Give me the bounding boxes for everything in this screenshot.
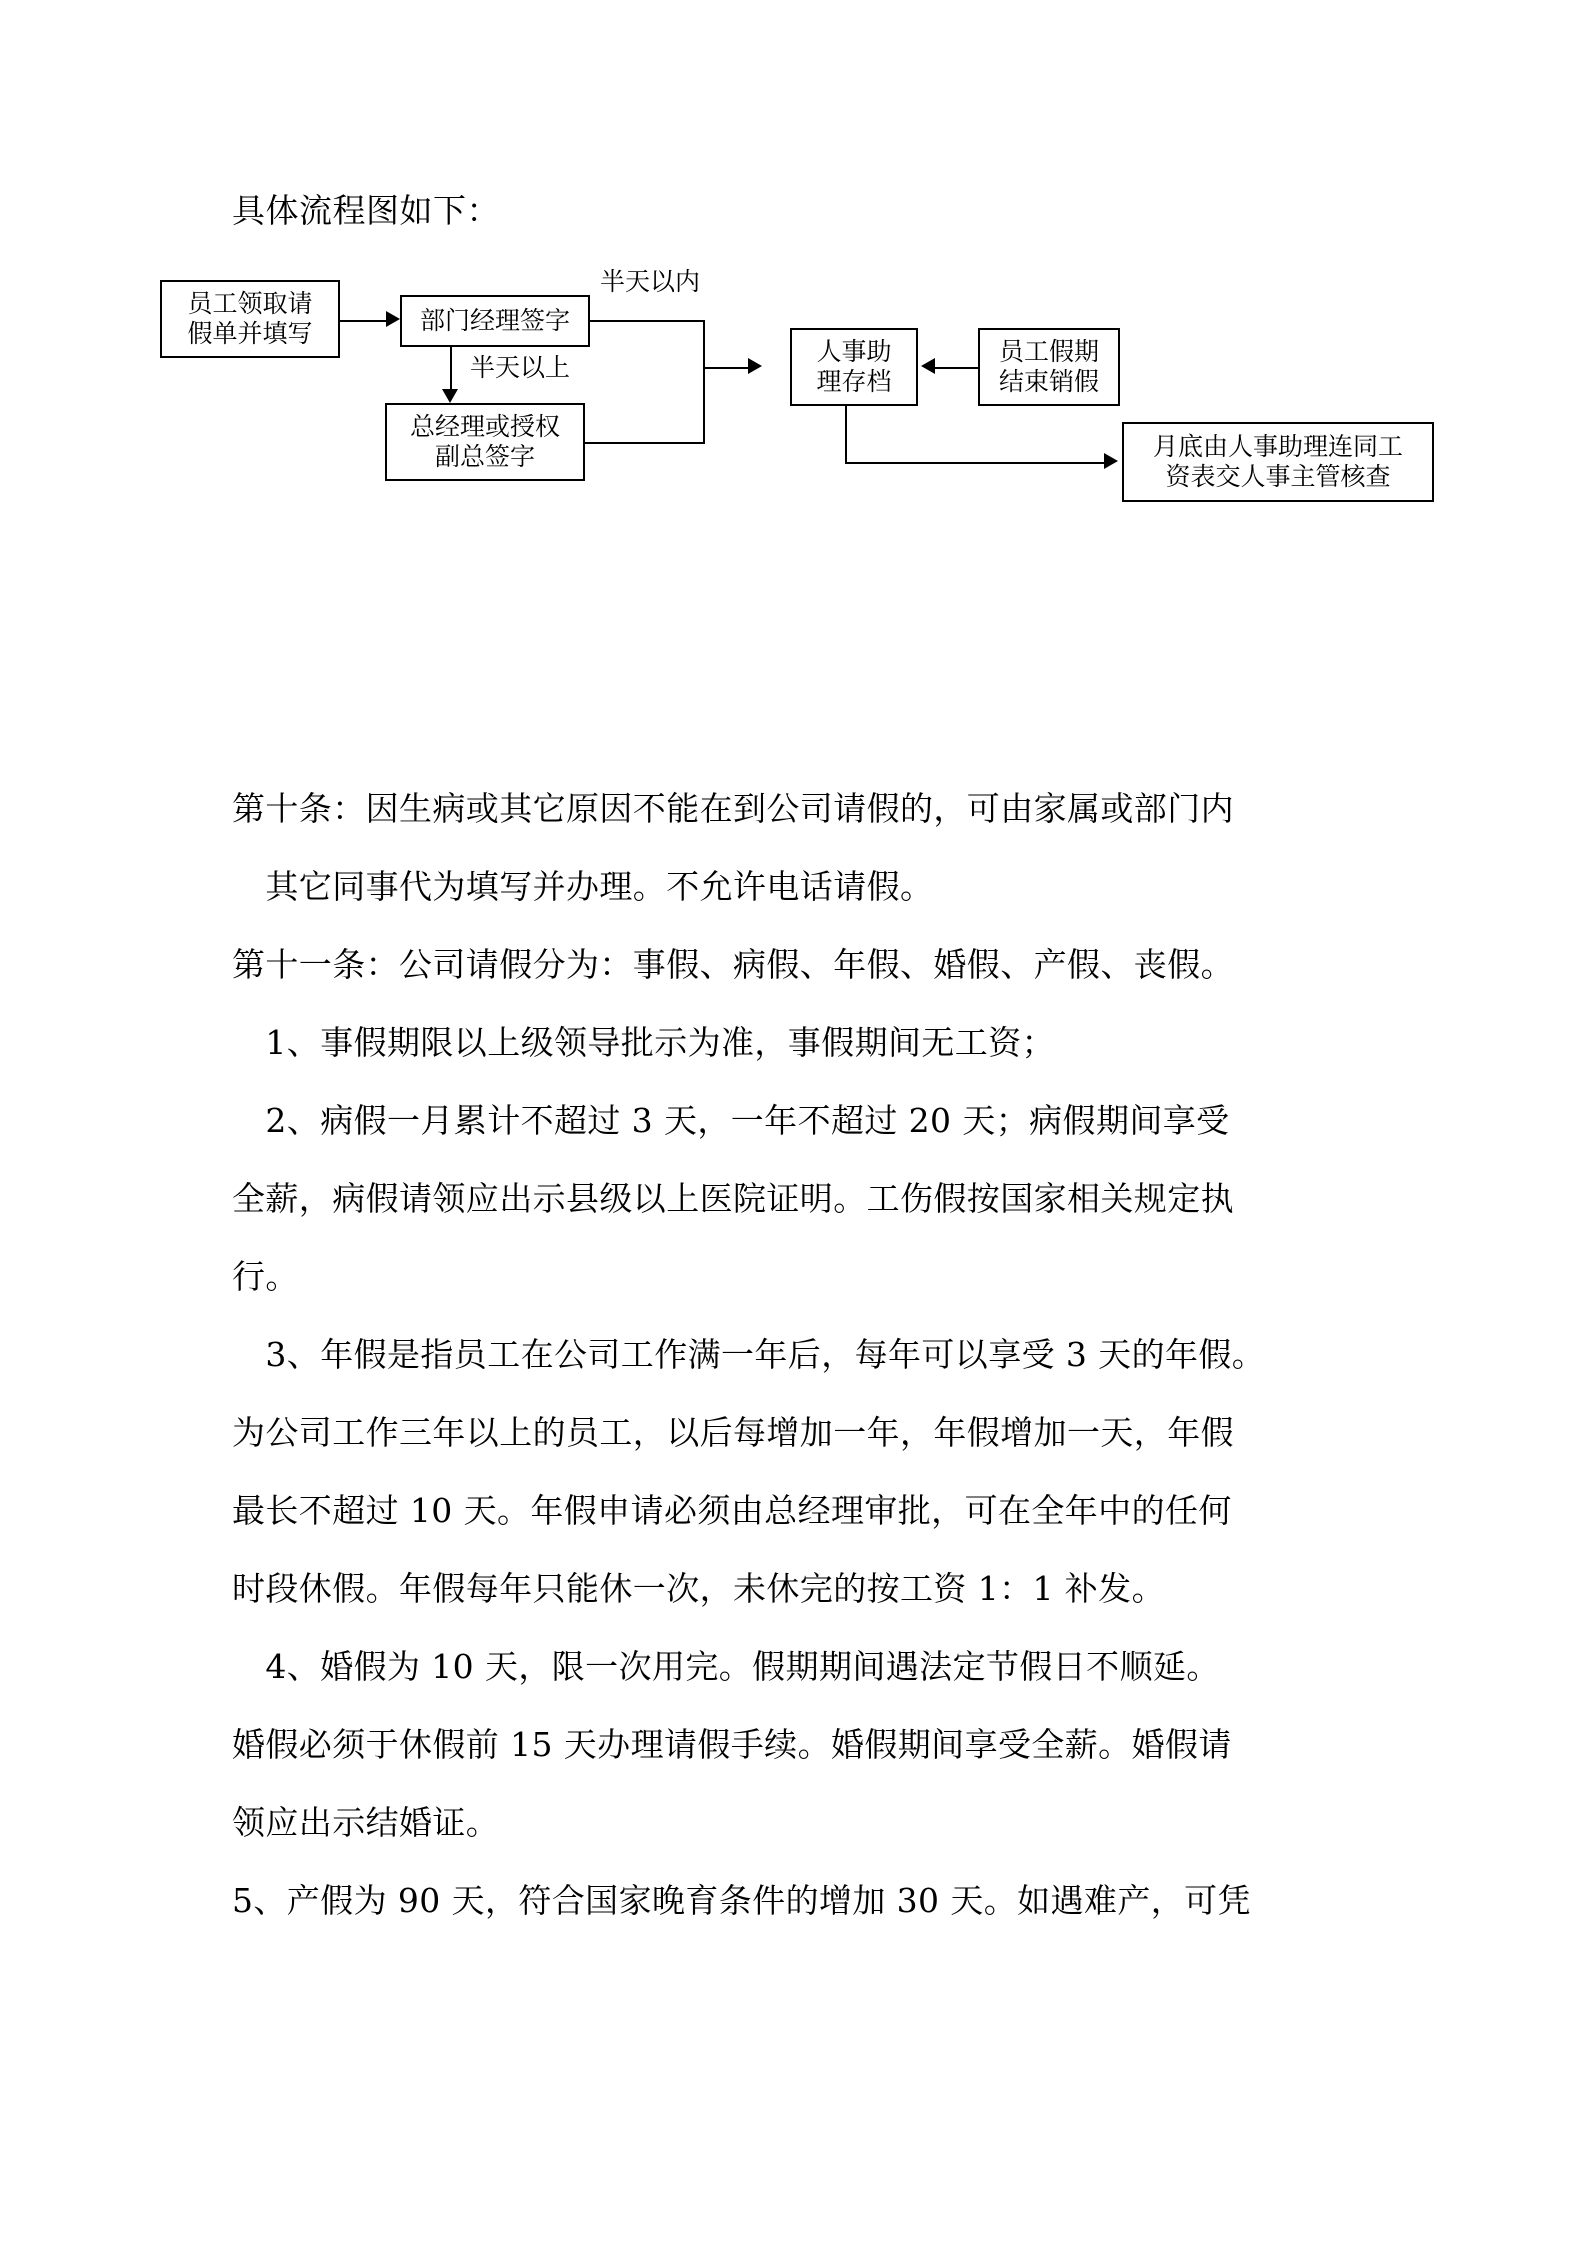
paragraph-item-2 (232, 1082, 1362, 1316)
paragraph-line: 最长不超过 10 天。年假申请必须由总经理审批，可在全年中的任何 (232, 1491, 1232, 1530)
document-body (232, 770, 1362, 1940)
paragraph-article-10 (232, 770, 1362, 926)
flow-node-line: 理存档 (816, 367, 892, 396)
paragraph-line: 婚假必须于休假前 15 天办理请假手续。婚假期间享受全薪。婚假请 (232, 1725, 1232, 1764)
flow-node-employee-form (160, 280, 340, 358)
paragraph-article-11 (232, 926, 1362, 1004)
paragraph-line: 2、病假一月累计不超过 3 天，一年不超过 20 天；病假期间享受 (232, 1101, 1230, 1140)
flow-node-gm-sign (385, 403, 585, 481)
paragraph-line: 其它同事代为填写并办理。不允许电话请假。 (232, 867, 934, 906)
paragraph-line: 领应出示结婚证。 (232, 1803, 500, 1842)
paragraph-line: 第十一条：公司请假分为：事假、病假、年假、婚假、产假、丧假。 (232, 945, 1234, 984)
flow-node-line: 人事助 (816, 336, 892, 366)
paragraph-item-4 (232, 1628, 1362, 1862)
paragraph-line: 为公司工作三年以上的员工，以后每增加一年，年假增加一天，年假 (232, 1413, 1234, 1452)
paragraph-line: 4、婚假为 10 天，限一次用完。假期期间遇法定节假日不顺延。 (232, 1647, 1220, 1686)
paragraph-line: 时段休假。年假每年只能休一次，未休完的按工资 1：1 补发。 (232, 1569, 1165, 1608)
paragraph-item-3 (232, 1316, 1362, 1628)
paragraph-line: 1、事假期限以上级领导批示为准，事假期间无工资； (232, 1023, 1055, 1062)
edge-label-within-half-day: 半天以内 (600, 267, 701, 296)
paragraph-line: 第十条：因生病或其它原因不能在到公司请假的，可由家属或部门内 (232, 789, 1234, 828)
edge-arrow-dept-to-gm (442, 389, 458, 403)
flow-node-line: 员工假期 (998, 336, 1099, 366)
paragraph-item-5 (232, 1862, 1362, 1940)
flow-node-line: 员工领取请 (187, 288, 313, 318)
leave-process-flowchart (0, 267, 1587, 500)
edge-arrow-employee-to-dept (386, 311, 400, 327)
flow-node-dept-manager (400, 295, 590, 347)
edge-employee-to-dept (340, 320, 388, 322)
flow-node-line: 部门经理签字 (419, 305, 570, 335)
edge-dept-to-gm (450, 347, 452, 395)
edge-dept-right-run (590, 320, 705, 322)
edge-gm-right-run (585, 442, 703, 444)
paragraph-line: 3、年假是指员工在公司工作满一年后，每年可以享受 3 天的年假。 (232, 1335, 1266, 1374)
flow-node-line: 假单并填写 (187, 319, 313, 348)
edge-gm-up-run (703, 368, 705, 444)
paragraph-line: 全薪，病假请领应出示县级以上医院证明。工伤假按国家相关规定执 (232, 1179, 1234, 1218)
flow-node-line: 副总签字 (434, 442, 535, 471)
edge-merge-to-hr (703, 367, 751, 369)
edge-hr-down-run (845, 406, 847, 463)
flow-node-hr-archive (790, 328, 918, 406)
paragraph-line: 5、产假为 90 天，符合国家晚育条件的增加 30 天。如遇难产，可凭 (232, 1881, 1251, 1920)
edge-hr-right-run (845, 462, 1107, 464)
flow-node-line: 结束销假 (998, 367, 1099, 396)
flow-node-line: 总经理或授权 (409, 411, 560, 441)
edge-arrow-leaveend-to-hr (921, 358, 935, 374)
edge-label-over-half-day: 半天以上 (470, 353, 571, 382)
flow-node-line: 月底由人事助理连同工 (1152, 431, 1403, 461)
intro-line: 具体流程图如下： (232, 191, 500, 230)
edge-dept-down-run (703, 320, 705, 368)
flow-node-leave-end (978, 328, 1120, 406)
edge-arrow-hr-to-monthly (1104, 453, 1118, 469)
paragraph-item-1 (232, 1004, 1362, 1082)
flow-node-line: 资表交人事主管核查 (1165, 462, 1391, 491)
flow-node-monthly-review (1122, 422, 1434, 502)
edge-arrow-merge-to-hr (748, 358, 762, 374)
paragraph-line: 行。 (232, 1257, 299, 1296)
edge-leaveend-to-hr (935, 367, 980, 369)
